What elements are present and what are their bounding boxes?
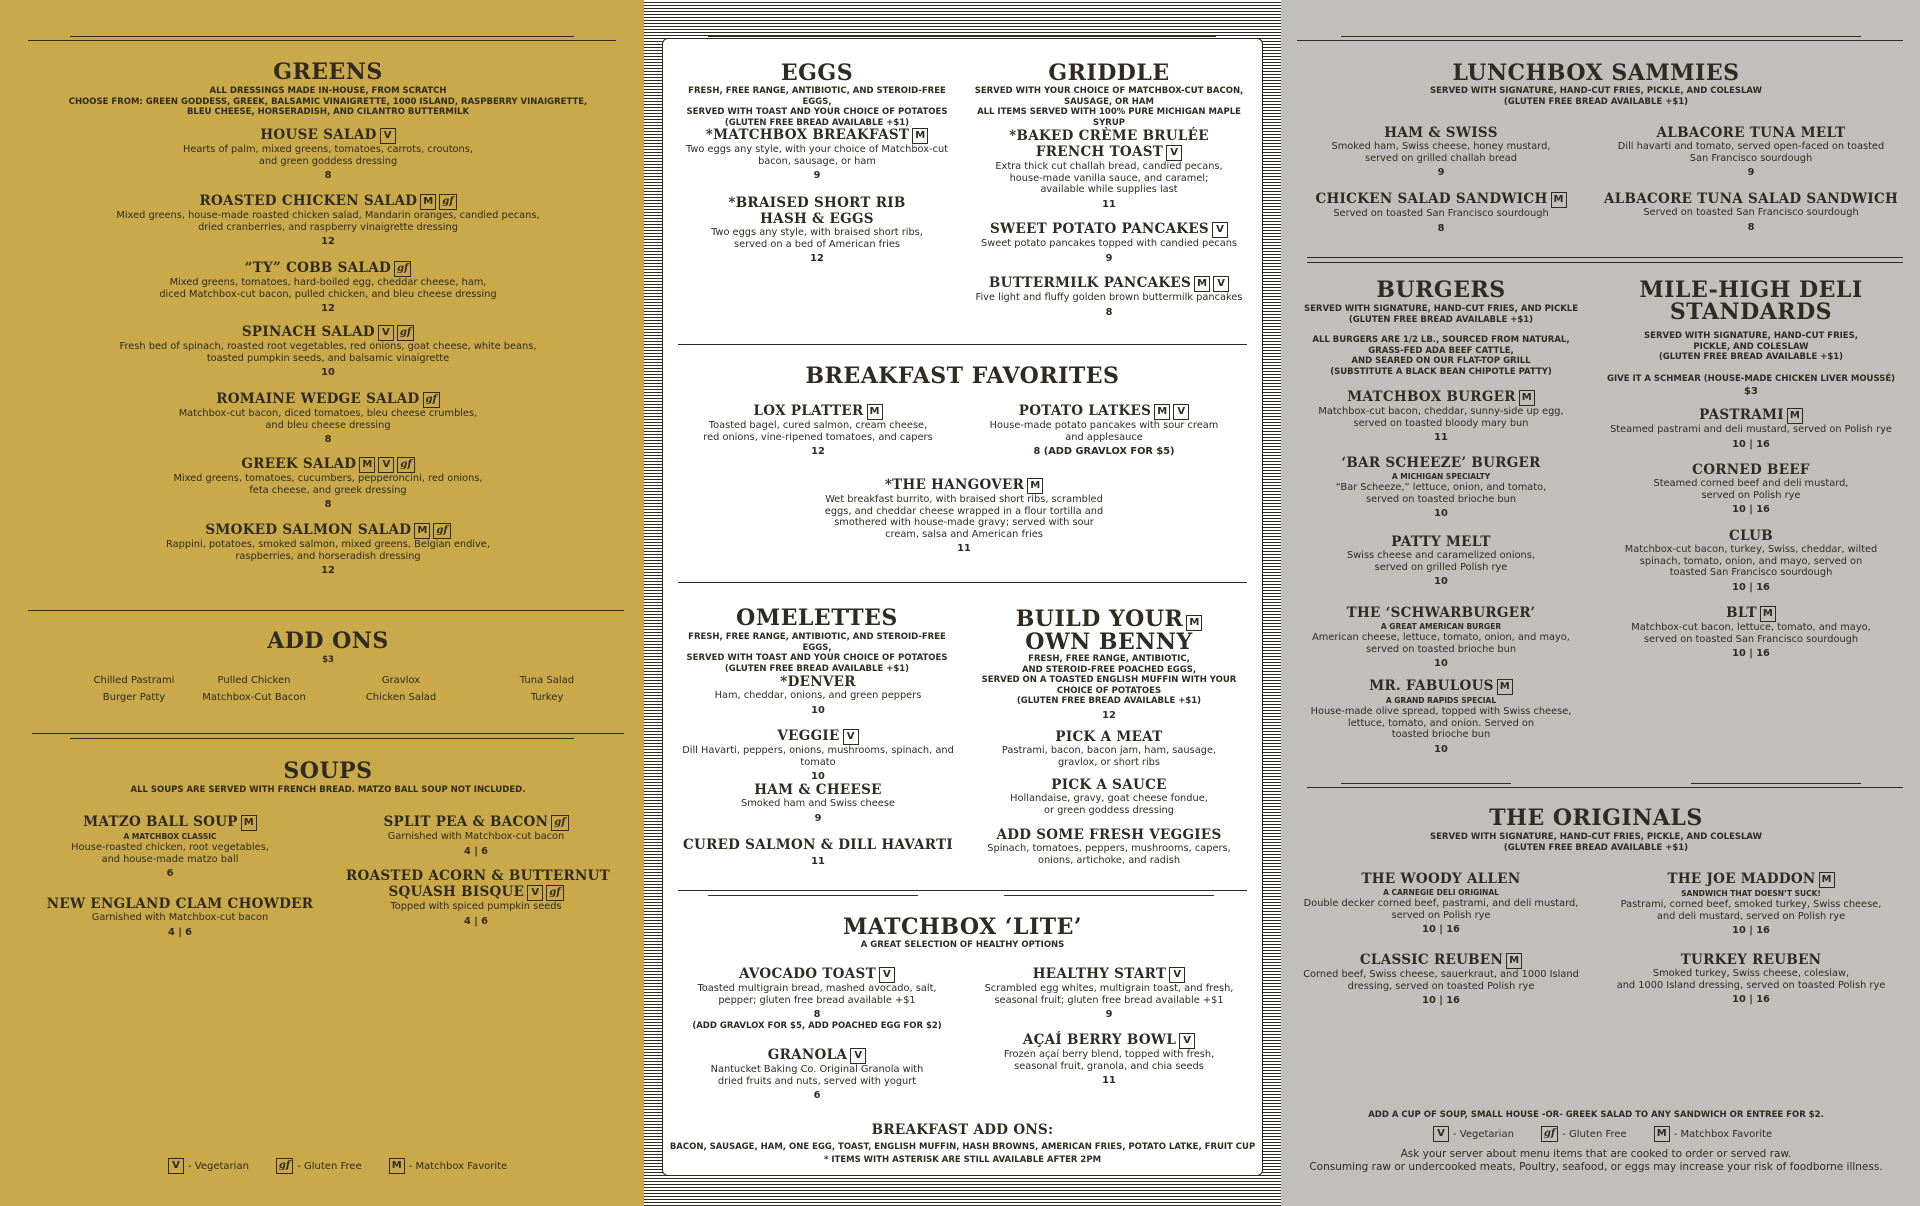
menu-item [1601,191,1901,234]
matchbox-favorite-badge-icon: M [1027,478,1043,494]
menu-item [668,782,968,825]
item-description: Served on toasted San Francisco sourdough [1333,208,1549,219]
item-description: Mixed greens, tomatoes, cucumbers, pepperoncini, red onions, feta cheese, and greek dressing [173,473,483,496]
item-name: CLASSIC REUBEN M [1291,952,1591,969]
menu-item [682,966,952,1032]
legend-vegetarian: - Vegetarian [1453,1128,1514,1140]
vegetarian-badge-icon: V [527,885,543,901]
menu-item [1601,125,1901,179]
matchbox-favorite-badge-icon: M [414,523,430,539]
soups-note: ALL SOUPS ARE SERVED WITH FRENCH BREAD. MATZO BALL SOUP NOT INCLUDED. [130,785,526,795]
item-name: HEALTHY START V [968,966,1250,983]
vegetarian-badge-icon: V [1213,276,1229,292]
item-name: ROASTED ACORN & BUTTERNUT [346,868,611,884]
breakfast-addons-title: BREAKFAST ADD ONS: [871,1122,1054,1138]
item-price: 8 [1105,306,1113,318]
item-price: 11 [1102,198,1116,210]
menu-item [968,221,1250,265]
menu-item [682,1047,952,1102]
item-tagline: SANDWICH THAT DOESN’T SUCK! [1681,889,1821,898]
menu-item [968,966,1250,1021]
vegetarian-badge-icon: V [850,1048,866,1064]
legend-vegetarian: - Vegetarian [188,1160,249,1172]
matchbox-favorite-badge-icon: M [1154,404,1170,420]
legend-matchbox-favorite: - Matchbox Favorite [1673,1128,1773,1140]
item-name: *BRAISED SHORT RIB [728,195,906,211]
item-price: 12 [321,303,335,314]
item-description: Frozen açaí berry blend, topped with fresh, seasonal fruit, granola, and chia seeds [1003,1049,1215,1072]
item-price: 4 | 6 [463,915,489,927]
menu-item [60,522,596,577]
item-name: *THE HANGOVER M [804,477,1124,494]
item-description: Dill Havarti, peppers, onions, mushrooms, spinach, and tomato [682,745,954,768]
item-description: Smoked ham, Swiss cheese, honey mustard, served on grilled challah bread [1331,141,1551,164]
menu-item [60,193,596,248]
item-description: Swiss cheese and caramelized onions, served on grilled Polish rye [1346,550,1535,573]
item-name: TURKEY REUBEN [1680,952,1822,968]
menu-item [1291,952,1591,1007]
menu-item [1291,125,1591,179]
vegetarian-badge-icon: V [1166,145,1182,161]
burgers-note2: ALL BURGERS ARE 1/2 LB., SOURCED FROM NATURAL, GRASS-FED ADA BEEF CATTLE, AND SEARED ON OUR FLAT-TOP GRILL (SUBSTITUTE A BLACK BEAN CHIPOTLE PATTY) [1312,335,1570,377]
item-description: Dill havarti and tomato, served open-faced on toasted San Francisco sourdough [1617,141,1885,164]
item-name-line2: FRENCH TOAST V [968,144,1250,161]
addon-item: Chilled Pastrami [93,675,175,686]
menu-item [1291,871,1591,936]
item-price: 8 [324,434,332,445]
item-name: PASTRAMI M [1601,407,1901,424]
menu-item [1601,462,1901,516]
menu-item [1291,678,1591,756]
item-price: 10 | 16 [1422,924,1460,935]
lite-title: MATCHBOX ‘LITE’ [842,914,1083,940]
legend-gluten-free: - Gluten Free [1562,1128,1627,1140]
item-tagline: A CARNEGIE DELI ORIGINAL [1383,888,1499,897]
item-price: 12 [321,236,335,247]
item-name: MATCHBOX BURGER M [1291,389,1591,406]
lunchbox-note: SERVED WITH SIGNATURE, HAND-CUT FRIES, PICKLE, AND COLESLAW (GLUTEN FREE BREAD AVAILABLE +$1) [1429,86,1763,107]
addon-item: Turkey [530,692,564,703]
menu-item [1291,191,1591,235]
item-description: Steamed pastrami and deli mustard, served on Polish rye [1610,424,1892,435]
matchbox-favorite-badge-icon: M [1506,953,1522,969]
addon-item: Pulled Chicken [217,675,291,686]
vegetarian-badge-icon: V [1433,1126,1449,1142]
legend-gluten-free: - Gluten Free [297,1160,362,1172]
greens-note: ALL DRESSINGS MADE IN-HOUSE, FROM SCRATCH CHOOSE FROM: GREEN GODDESS, GREEK, BALSAMIC VINAIGRETTE, 1000 ISLAND, RASPBERRY VINAIGRETTE, BLEU CHEESE, HORSERADISH, AND CILANTRO BUTTERMILK [68,86,588,117]
benny-note: FRESH, FREE RANGE, ANTIBIOTIC, AND STEROID-FREE POACHED EGGS, SERVED ON A TOASTED ENGLISH MUFFIN WITH YOUR CHOICE OF POTATOES (GLUTEN FREE BREAD AVAILABLE +$1) [981,654,1237,706]
item-description: Topped with spiced pumpkin seeds [390,901,562,912]
item-price: 10 [1434,743,1448,755]
item-price: 11 [1434,432,1448,443]
omelettes-note: FRESH, FREE RANGE, ANTIBIOTIC, AND STEROID-FREE EGGS, SERVED WITH TOAST AND YOUR CHOICE OF POTATOES (GLUTEN FREE BREAD AVAILABLE +$1) [686,632,948,674]
item-name: NEW ENGLAND CLAM CHOWDER [46,896,314,912]
matchbox-favorite-badge-icon: M [1194,276,1210,292]
gluten-free-badge-icon: gf [439,194,456,210]
matchbox-favorite-badge-icon: M [1497,679,1513,695]
item-tagline: A GREAT AMERICAN BURGER [1380,622,1502,631]
griddle-title: GRIDDLE [1048,60,1170,86]
menu-item [1291,389,1591,444]
menu-item [60,324,596,379]
vegetarian-badge-icon: V [1169,967,1185,983]
item-name: ALBACORE TUNA SALAD SANDWICH [1603,191,1899,207]
item-price: 10 | 16 [1732,994,1770,1005]
item-price: 9 [814,812,822,824]
item-name: ROMAINE WEDGE SALAD gf [60,391,596,408]
addons-price: $3 [322,655,334,665]
item-name: *DENVER [780,674,856,690]
item-name: LOX PLATTER M [678,403,958,420]
matchbox-favorite-badge-icon: M [420,194,436,210]
menu-item [60,127,596,182]
right-panel [1281,0,1920,1206]
menu-item [1601,871,1901,937]
vegetarian-badge-icon: V [378,457,394,473]
vegetarian-badge-icon: V [879,967,895,983]
item-name: AVOCADO TOAST V [682,966,952,983]
item-description: Mixed greens, tomatoes, hard-boiled egg, cheddar cheese, ham, diced Matchbox-cut bacon, pulled chicken, and bleu cheese dressing [159,277,497,300]
legend-matchbox-favorite: - Matchbox Favorite [408,1160,508,1172]
item-price: 12 [810,253,824,264]
item-price: 9 [1105,1009,1113,1020]
item-name: VEGGIE V [668,728,968,745]
item-name: *MATCHBOX BREAKFAST M [682,127,952,144]
item-price: 4 | 6 [463,845,489,857]
item-description: Ham, cheddar, onions, and green peppers [714,690,922,701]
vegetarian-badge-icon: V [1173,404,1189,420]
gluten-free-badge-icon: gf [276,1158,293,1174]
deli-title: MILE-HIGH DELI STANDARDS [1639,277,1863,325]
item-name: THE JOE MADDON M [1601,871,1901,888]
item-description: Spinach, tomatoes, peppers, mushrooms, capers, onions, artichoke, and radish [987,843,1231,866]
matchbox-favorite-badge-icon: M [867,404,883,420]
gluten-free-badge-icon: gf [433,523,450,539]
item-name: SPLIT PEA & BACON gf [346,814,606,831]
left-panel [0,0,644,1206]
item-price: 10 | 16 [1422,995,1460,1006]
item-name: GREEK SALAD M V gf [60,456,596,473]
item-price: 8 [324,499,332,510]
item-description: Pastrami, bacon, bacon jam, ham, sausage, gravlox, or short ribs [1001,745,1217,768]
item-name: ALBACORE TUNA MELT [1656,125,1846,141]
item-price: 10 [321,367,335,378]
item-name: BLT M [1601,605,1901,622]
item-name: PICK A SAUCE [1051,777,1167,793]
item-description: Toasted bagel, cured salmon, cream cheese, red onions, vine-ripened tomatoes, and capers [703,420,933,443]
item-description: Sweet potato pancakes topped with candied pecans [980,238,1238,249]
menu-item [668,674,968,717]
item-price: 10 [1434,508,1448,519]
menu-item [974,827,1244,866]
legend [165,1158,507,1174]
burgers-title: BURGERS [1376,277,1506,303]
matchbox-favorite-badge-icon: M [1186,615,1202,631]
menu-item [668,728,968,783]
menu-item [682,195,952,265]
item-extra: (ADD GRAVLOX FOR $5, ADD POACHED EGG FOR $2) [692,1021,942,1031]
gluten-free-badge-icon: gf [394,261,411,277]
item-name: ROASTED CHICKEN SALAD M gf [60,193,596,210]
breakfast-addons [644,1122,1281,1165]
menu-item [60,391,596,446]
gluten-free-badge-icon: gf [397,457,414,473]
item-description: House-roasted chicken, root vegetables, and house-made matzo ball [71,842,269,865]
matchbox-favorite-badge-icon: M [1787,408,1803,424]
item-description: Garnished with Matchbox-cut bacon [387,831,565,842]
item-description: Two eggs any style, with your choice of Matchbox-cut bacon, sausage, or ham [685,144,949,167]
gluten-free-badge-icon: gf [1541,1126,1558,1142]
item-price: 10 | 16 [1732,581,1770,593]
menu-item [1291,534,1591,588]
item-description: Double decker corned beef, pastrami, and deli mustard, served on Polish rye [1303,898,1579,921]
menu-item [964,403,1244,458]
item-price: 9 [1437,167,1445,178]
item-name: ADD SOME FRESH VEGGIES [996,827,1222,843]
item-description: Served on toasted San Francisco sourdough [1643,207,1859,218]
item-name: GRANOLA V [682,1047,952,1064]
legend-right [1430,1126,1772,1142]
item-name: CHICKEN SALAD SANDWICH M [1291,191,1591,208]
item-price: 10 | 16 [1732,648,1770,659]
item-price: 6 [813,1090,821,1101]
eggs-note: FRESH, FREE RANGE, ANTIBIOTIC, AND STEROID-FREE EGGS, SERVED WITH TOAST AND YOUR CHOICE OF POTATOES (GLUTEN FREE BREAD AVAILABLE +$1) [686,86,948,128]
item-price: 8 [1747,221,1755,233]
menu-item [968,1032,1250,1087]
breakfast-addons-note: * ITEMS WITH ASTERISK ARE STILL AVAILABLE AFTER 2PM [823,1154,1102,1165]
item-name: MR. FABULOUS M [1291,678,1591,695]
item-price: 10 [1434,658,1448,669]
item-name-line2: SQUASH BISQUE V gf [346,884,606,901]
item-name: CORNED BEEF [1692,462,1810,478]
item-description: Steamed corned beef and deli mustard, served on Polish rye [1653,478,1849,501]
lite-note: A GREAT SELECTION OF HEALTHY OPTIONS [860,940,1065,950]
item-name: MATZO BALL SOUP M [30,814,310,831]
menu-item [1601,528,1901,594]
item-price: 9 [813,170,821,181]
item-name: CLUB [1729,528,1773,544]
item-description: Corned beef, Swiss cheese, sauerkraut, and 1000 Island dressing, served on toasted Polish rye [1303,969,1579,992]
item-price: 10 | 16 [1732,438,1770,450]
item-price: 10 | 16 [1732,925,1770,936]
item-description: Two eggs any style, with braised short ribs, served on a bed of American fries [711,227,923,250]
item-description: Matchbox-cut bacon, cheddar, sunny-side up egg, served on toasted bloody mary bun [1318,406,1564,429]
menu-item [668,837,968,868]
soups-title: SOUPS [283,758,373,784]
item-name: THE ‘SCHWARBURGER’ [1346,605,1536,621]
menu-item [968,275,1250,319]
item-tagline: A MICHIGAN SPECIALTY [1391,472,1491,481]
item-name: ‘BAR SCHEEZE’ BURGER [1341,455,1541,471]
item-name: “TY” COBB SALAD gf [60,260,596,277]
item-name: HOUSE SALAD V [60,127,596,144]
gluten-free-badge-icon: gf [397,325,414,341]
item-price: 6 [166,868,174,879]
item-price: 10 [811,771,825,782]
item-description: Toasted multigrain bread, mashed avocado, salt, pepper; gluten free bread available +$1 [697,983,937,1006]
item-description: Nantucket Baking Co. Original Granola with dried fruits and nuts, served with yogurt [710,1064,924,1087]
vegetarian-badge-icon: V [1179,1033,1195,1049]
matchbox-favorite-badge-icon: M [1654,1126,1670,1142]
item-description: Matchbox-cut bacon, turkey, Swiss, cheddar, wilted spinach, tomato, onion, and mayo, served on toasted San Francisco sourdough [1624,544,1878,578]
menu-item [346,814,606,858]
item-description: Smoked turkey, Swiss cheese, coleslaw, and 1000 Island dressing, served on toasted Polish rye [1616,968,1886,991]
item-price: 9 [1105,252,1113,264]
item-price: 10 [1434,576,1448,587]
item-description: Hearts of palm, mixed greens, tomatoes, carrots, croutons, and green goddess dressing [183,144,473,167]
gluten-free-badge-icon: gf [546,885,563,901]
addon-item: Gravlox [381,675,421,686]
benny-price: 12 [1102,710,1116,721]
item-tagline: A GRAND RAPIDS SPECIAL [1385,696,1497,705]
matchbox-favorite-badge-icon: M [1760,606,1776,622]
matchbox-favorite-badge-icon: M [912,128,928,144]
item-description: “Bar Scheeze,” lettuce, onion, and tomato, served on toasted brioche bun [1335,482,1547,505]
item-name: CURED SALMON & DILL HAVARTI [682,837,954,853]
item-price: 4 | 6 [167,926,193,938]
item-price: 12 [321,565,335,576]
originals-title: THE ORIGINALS [1489,805,1703,831]
item-description: Hollandaise, gravy, goat cheese fondue, or green goddess dressing [1010,793,1208,816]
item-description: Wet breakfast burrito, with braised short ribs, scrambled eggs, and cheddar cheese wrapped in a flour tortilla and smothered with house-made gravy; served with sour cream, salsa and American fries [824,494,1104,540]
item-name: PATTY MELT [1391,534,1491,550]
greens-title: GREENS [273,59,383,85]
menu-item [30,896,330,939]
omelettes-title: OMELETTES [736,605,898,631]
menu-item [60,456,596,511]
menu-item [678,403,958,458]
item-description: House-made potato pancakes with sour cream and applesauce [989,420,1219,443]
vegetarian-badge-icon: V [843,729,859,745]
item-price: 11 [957,543,971,554]
item-name: SMOKED SALMON SALAD M gf [60,522,596,539]
item-name: BUTTERMILK PANCAKES M V [968,275,1250,292]
item-description: Matchbox-cut bacon, diced tomatoes, bleu cheese crumbles, and bleu cheese dressing [178,408,478,431]
gluten-free-badge-icon: gf [551,815,568,831]
item-price: 8 [324,170,332,181]
eggs-title: EGGS [780,60,854,86]
item-description: Extra thick cut challah bread, candied pecans, house-made vanilla sauce, and caramel; available while supplies last [995,161,1223,195]
item-price: 12 [811,446,825,457]
item-price: 10 | 16 [1732,504,1770,515]
item-name: THE WOODY ALLEN [1361,871,1521,887]
menu-item [30,814,310,880]
item-price: 9 [1747,167,1755,178]
menu-item [974,729,1244,768]
menu-item [60,260,596,315]
item-description: Smoked ham and Swiss cheese [741,798,895,809]
item-name: SWEET POTATO PANCAKES V [968,221,1250,238]
item-price: 8 [813,1009,821,1020]
gluten-free-badge-icon: gf [423,392,440,408]
menu-item [804,477,1124,555]
menu-item [682,127,952,182]
matchbox-favorite-badge-icon: M [389,1158,405,1174]
breakfast-addons-list: BACON, SAUSAGE, HAM, ONE EGG, TOAST, ENGLISH MUFFIN, HASH BROWNS, AMERICAN FRIES, POTATO LATKE, FRUIT CUP [669,1142,1256,1152]
item-tagline: A MATCHBOX CLASSIC [123,832,217,841]
addon-item: Chicken Salad [365,692,437,703]
menu-item [1601,952,1901,1006]
menu-item [974,777,1244,816]
raw-food-warning: Ask your server about menu items that are cooked to order or served raw. Consuming raw or undercooked meats, Poultry, seafood, or eggs may increase your risk of foodborne illness. [1309,1148,1883,1173]
item-price: 10 [811,704,825,716]
menu-item [346,868,611,928]
deli-note: SERVED WITH SIGNATURE, HAND-CUT FRIES, PICKLE, AND COLESLAW (GLUTEN FREE BREAD AVAILABLE +$1) [1644,331,1858,362]
matchbox-favorite-badge-icon: M [241,815,257,831]
vegetarian-badge-icon: V [378,325,394,341]
vegetarian-badge-icon: V [1212,222,1228,238]
item-description: Scrambled egg whites, multigrain toast, and fresh, seasonal fruit; gluten free bread available +$1 [984,983,1234,1006]
deli-schmear: GIVE IT A SCHMEAR (HOUSE-MADE CHICKEN LIVER MOUSSÉ) $3 [1606,374,1896,397]
item-price: 11 [811,856,825,867]
item-price: 8 [1437,222,1445,234]
item-description: Five light and fluffy golden brown buttermilk pancakes [975,292,1243,303]
item-name: SPINACH SALAD V gf [60,324,596,341]
item-description: Matchbox-cut bacon, lettuce, tomato, and mayo, served on toasted San Francisco sourdough [1631,622,1871,645]
item-name: HAM & SWISS [1384,125,1498,141]
vegetarian-badge-icon: V [168,1158,184,1174]
addon-item: Matchbox-Cut Bacon [202,692,306,703]
griddle-note: SERVED WITH YOUR CHOICE OF MATCHBOX-CUT BACON, SAUSAGE, OR HAM ALL ITEMS SERVED WITH 100% PURE MICHIGAN MAPLE SYRUP [974,86,1244,128]
item-description: Rappini, potatoes, smoked salmon, mixed greens, Belgian endive, raspberries, and horseradish dressing [166,539,490,562]
item-price: 11 [1102,1075,1116,1086]
menu-item [1291,605,1591,670]
item-price: 8 (ADD GRAVLOX FOR $5) [1033,446,1175,457]
addon-item: Tuna Salad [519,675,575,686]
matchbox-favorite-badge-icon: M [1519,390,1535,406]
addons-title: ADD ONS [267,628,389,654]
addon-item: Burger Patty [102,692,166,703]
item-description: American cheese, lettuce, tomato, onion, and mayo, served on toasted brioche bun [1312,632,1570,655]
item-name-line2: HASH & EGGS [760,211,874,227]
item-description: Garnished with Matchbox-cut bacon [91,912,269,923]
item-description: Mixed greens, house-made roasted chicken salad, Mandarin oranges, candied pecans, dried cranberries, and raspberry vinaigrette dressing [116,210,540,233]
item-description: Pastrami, corned beef, smoked turkey, Swiss cheese, and deli mustard, served on Polish rye [1620,899,1882,922]
item-description: Fresh bed of spinach, roasted root vegetables, red onions, goat cheese, white beans, toasted pumpkin seeds, and balsamic vinaigrette [119,341,537,364]
menu-item [968,128,1250,211]
item-name: HAM & CHEESE [754,782,882,798]
item-name: AÇAÍ BERRY BOWL V [968,1032,1250,1049]
item-name: PICK A MEAT [1055,729,1163,745]
menu-item [1601,605,1901,660]
item-name: *BAKED CRÈME BRULÉE [1009,128,1209,144]
lunchbox-title: LUNCHBOX SAMMIES [1452,60,1740,86]
benny-title: BUILD YOUR M OWN BENNY [974,608,1244,653]
vegetarian-badge-icon: V [380,128,396,144]
burgers-note: SERVED WITH SIGNATURE, HAND-CUT FRIES, AND PICKLE (GLUTEN FREE BREAD AVAILABLE +$1) [1303,304,1579,325]
soup-add-note: ADD A CUP OF SOUP, SMALL HOUSE -OR- GREEK SALAD TO ANY SANDWICH OR ENTREE FOR $2. [1368,1110,1824,1120]
menu-item [1291,455,1591,520]
matchbox-favorite-badge-icon: M [1551,192,1567,208]
menu-item [1601,407,1901,451]
middle-panel [644,0,1281,1206]
item-name: POTATO LATKES M V [964,403,1244,420]
matchbox-favorite-badge-icon: M [1819,872,1835,888]
item-description: House-made olive spread, topped with Swiss cheese, lettuce, tomato, and onion. Served on toasted brioche bun [1310,706,1572,740]
breakfast-title: BREAKFAST FAVORITES [805,363,1120,389]
originals-note: SERVED WITH SIGNATURE, HAND-CUT FRIES, PICKLE, AND COLESLAW (GLUTEN FREE BREAD AVAILABLE +$1) [1429,832,1763,853]
matchbox-favorite-badge-icon: M [359,457,375,473]
